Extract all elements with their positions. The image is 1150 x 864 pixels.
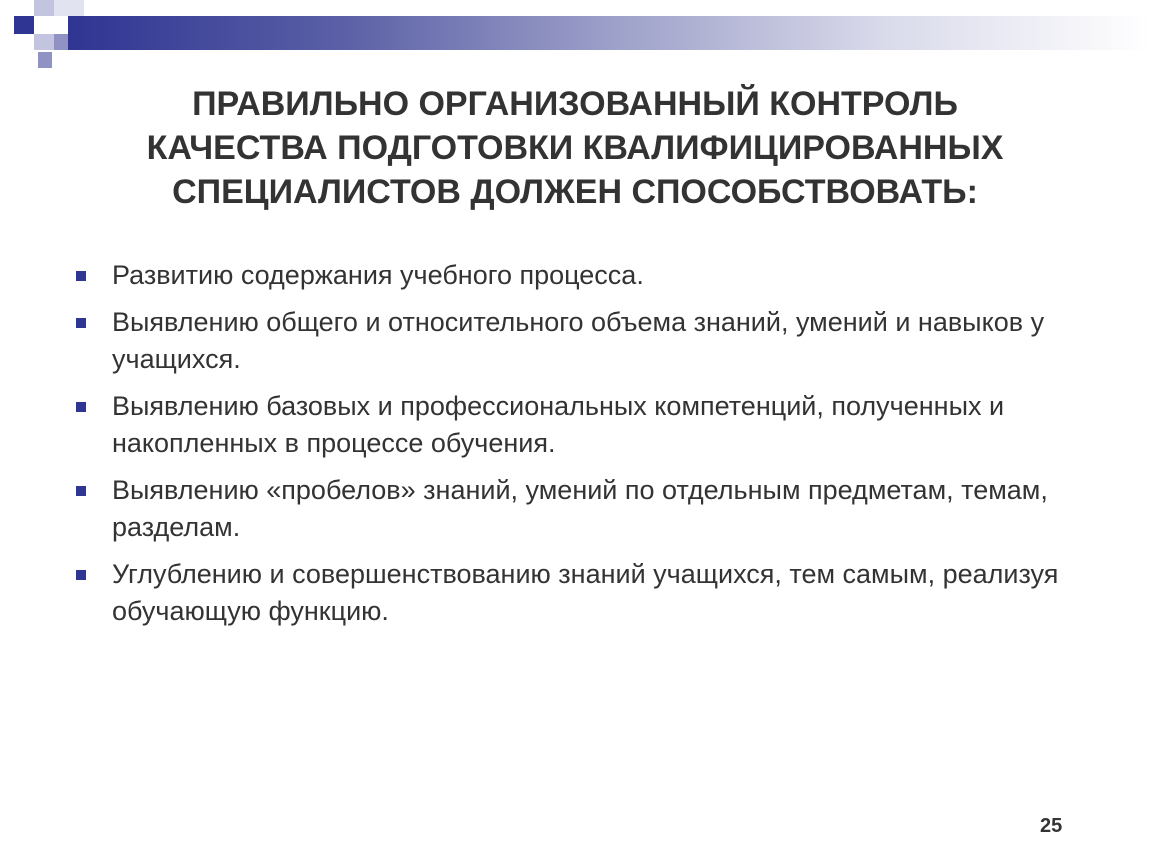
decor-square: [34, 34, 54, 50]
bullet-text: Углублению и совершенствованию знаний учащихся, тем самым, реализуя обучающую функцию.: [112, 559, 1059, 626]
header-gradient-band: [68, 16, 1150, 50]
header-decoration: [0, 0, 1150, 80]
list-item: [70, 472, 1080, 546]
list-item: [70, 304, 1080, 378]
square-bullet-icon: [76, 271, 86, 281]
title-line: КАЧЕСТВА ПОДГОТОВКИ КВАЛИФИЦИРОВАННЫХ: [146, 129, 1004, 167]
decor-square: [54, 16, 68, 34]
title-line: ПРАВИЛЬНО ОРГАНИЗОВАННЫЙ КОНТРОЛЬ: [192, 85, 958, 123]
title-line: СПЕЦИАЛИСТОВ ДОЛЖЕН СПОСОБСТВОВАТЬ:: [172, 173, 978, 211]
bullet-text: Развитию содержания учебного процесса.: [112, 260, 644, 290]
bullet-text: Выявлению «пробелов» знаний, умений по отдельным предметам, темам, разделам.: [112, 475, 1048, 542]
decor-square: [54, 0, 84, 16]
square-bullet-icon: [76, 318, 86, 328]
bullet-text: Выявлению общего и относительного объема знаний, умений и навыков у учащихся.: [112, 307, 1045, 374]
list-item: [70, 388, 1080, 462]
decor-square: [34, 0, 54, 16]
bullet-text: Выявлению базовых и профессиональных компетенций, полученных и накопленных в процессе обучения.: [112, 391, 1005, 458]
square-bullet-icon: [76, 570, 86, 580]
bullet-list: [70, 257, 1080, 640]
decor-square: [54, 34, 68, 50]
decor-square: [14, 16, 34, 34]
slide-title: [60, 82, 1090, 214]
decor-square: [38, 52, 52, 68]
page-number: 25: [1040, 815, 1063, 837]
list-item: [70, 556, 1080, 630]
list-item: [70, 257, 1080, 294]
square-bullet-icon: [76, 402, 86, 412]
square-bullet-icon: [76, 486, 86, 496]
